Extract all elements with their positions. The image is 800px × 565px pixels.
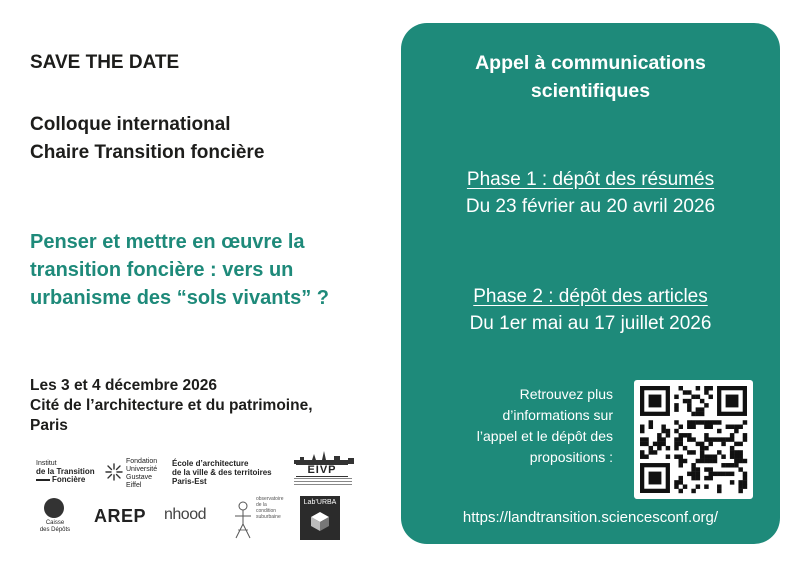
panel-title-line-1: Appel à communications (475, 52, 706, 74)
conference-url-link[interactable]: https://landtransition.sciencesconf.org/ (462, 509, 719, 526)
ecole-line-1: École d’architecture (172, 459, 249, 468)
more-info-line-4: propositions : (529, 449, 613, 465)
ecole-line-2: de la ville & des territoires (172, 468, 272, 477)
panel-title (401, 49, 780, 105)
colloque-title (30, 111, 264, 167)
event-venue: Cité de l’architecture et du patrimoine, (30, 397, 313, 414)
colloque-line-2: Chaire Transition foncière (30, 142, 265, 163)
phase-2-dates: Du 1er mai au 17 juillet 2026 (469, 313, 712, 334)
observatoire-line-2: de la (256, 502, 267, 508)
theme-title (30, 228, 370, 312)
eivp-skyline-icon (292, 450, 356, 464)
observatoire-line-4: suburbaine (256, 514, 281, 520)
event-dates-location (30, 376, 375, 436)
call-for-papers-panel (401, 23, 780, 544)
theme-line-1: Penser et mettre en œuvre la (30, 231, 305, 253)
phase-2 (401, 283, 780, 337)
caisse-line-1: Caisse (45, 520, 65, 526)
save-the-date-heading: SAVE THE DATE (30, 52, 180, 73)
fondation-line-3: Gustave (126, 474, 153, 481)
eivp-subtext-line-3 (294, 484, 352, 485)
fondation-text (126, 458, 157, 490)
logo-institut-line-3-row (36, 476, 96, 484)
colloque-line-1: Colloque international (30, 114, 231, 135)
observatoire-line-3: condition (256, 508, 277, 514)
phase-1-dates: Du 23 février au 20 avril 2026 (465, 196, 716, 217)
caisse-line-2: des Dépôts (39, 527, 71, 533)
partner-logos (36, 450, 381, 545)
theme-line-3: urbanisme des “sols vivants” ? (30, 287, 329, 309)
nhood-wordmark: nhood (164, 506, 206, 523)
logo-eivp (290, 450, 360, 486)
logo-lab-urba (300, 496, 340, 540)
fondation-line-1: Fondation (126, 458, 158, 465)
more-info-text (423, 384, 613, 468)
caisse-emblem-icon (44, 498, 64, 518)
logo-institut-line-2: de la Transition (36, 467, 95, 476)
logo-caisse-des-depots (38, 498, 72, 534)
logo-institut-line-3: Foncière (52, 475, 86, 484)
laburba-cube-icon (309, 510, 331, 532)
fondation-line-2: Université (126, 466, 158, 473)
phase-2-title: Phase 2 : dépôt des articles (473, 286, 708, 307)
phase-1 (401, 166, 780, 220)
arep-wordmark: AREP (94, 506, 147, 526)
logo-nhood (164, 506, 206, 524)
observatoire-line-1: observatoire (256, 496, 284, 502)
logo-arep (94, 507, 146, 525)
eivp-subtext-line-2 (294, 481, 352, 482)
more-info-line-1: Retrouvez plus (519, 386, 613, 402)
qr-code-icon (634, 380, 753, 499)
more-info-line-3: l’appel et le dépôt des (476, 428, 613, 444)
eivp-wordmark: EIVP (296, 464, 348, 477)
fondation-line-4: Eiffel (126, 482, 142, 489)
eivp-subtext-line-1 (294, 478, 352, 479)
observatoire-figure-icon (232, 500, 254, 540)
event-city: Paris (30, 417, 68, 434)
logo-institut-line-1: Institut (36, 460, 57, 467)
fondation-star-icon (104, 462, 124, 482)
panel-title-line-2: scientifiques (530, 80, 651, 102)
logo-institut-transition-fonciere (36, 460, 96, 484)
observatoire-text (256, 496, 284, 520)
eivp-subtext-lines (294, 478, 352, 485)
more-info-line-2: d’informations sur (502, 407, 613, 423)
phase-1-title: Phase 1 : dépôt des résumés (466, 169, 715, 190)
ecole-line-3: Paris-Est (172, 477, 207, 486)
laburba-wordmark: Lab’URBA (303, 499, 337, 506)
event-dates: Les 3 et 4 décembre 2026 (30, 377, 217, 394)
logo-ecole-architecture (172, 459, 282, 486)
theme-line-2: transition foncière : vers un (30, 259, 294, 281)
qr-code[interactable] (634, 380, 753, 499)
logo-institut-bar (36, 479, 50, 481)
